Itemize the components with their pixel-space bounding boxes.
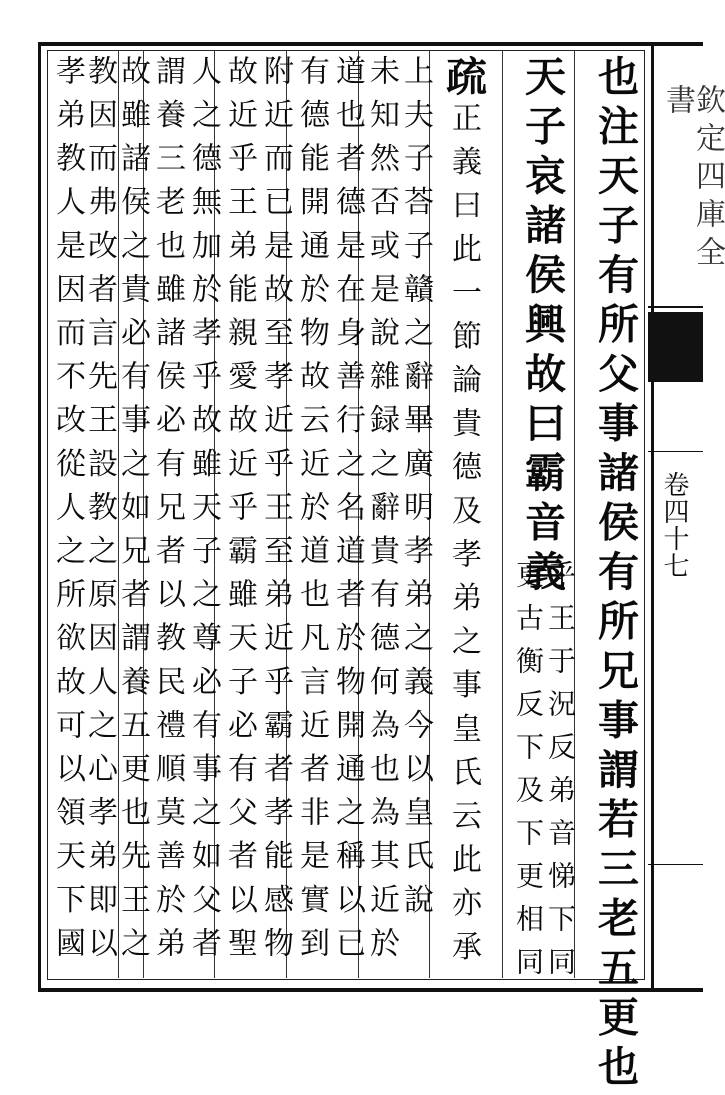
commentary-column: 未知然否或是說雜録之辭貴有德何為也為其近於 <box>364 55 399 971</box>
commentary-column: 孝弟教人是因而不改從人之所欲故可以領天下國 <box>50 55 85 971</box>
volume-label: 卷四十七 <box>659 471 689 579</box>
commentary-column: 謂養三老也雖諸侯必有兄者以教民禮順莫善於弟 <box>150 55 185 971</box>
margin-strip <box>648 42 725 992</box>
commentary-column: 道也者德是在身善行之名道者於物開通之稱以已 <box>330 55 365 971</box>
fish-tail-block <box>648 312 703 382</box>
margin-header <box>648 46 725 308</box>
commentary-text: 正義曰此一節論貴德及孝弟之事皇氏云此亦承 <box>446 102 481 974</box>
commentary-column: 教因而弗改者言先王設教之原因人之心孝弟即以 <box>82 55 117 971</box>
margin-rule-bottom <box>648 864 703 865</box>
margin-rule <box>648 451 703 452</box>
commentary-marker: 疏 <box>439 55 487 102</box>
main-text-column-with-notes <box>510 55 577 990</box>
column-rule <box>502 50 503 978</box>
commentary-column: 有德能開通於物故云近於道也凡言近者非是實到 <box>294 55 329 971</box>
book-title: 欽定四庫全書 <box>660 84 725 274</box>
commentary-column: 故近乎王弟能親愛故近乎霸雖天子必有父者以聖 <box>222 55 257 971</box>
phonetic-note-right: 乎王于況反弟音悌下同 <box>544 560 577 990</box>
commentary-column: 上夫子荅子贛之辭畢廣明孝弟之義今以皇氏說 <box>398 55 433 927</box>
commentary-column <box>436 55 490 974</box>
commentary-column: 附近而已是故至孝近乎王至弟近乎霸者孝能感物 <box>258 55 293 971</box>
main-text-column: 也注天子有所父事諸侯有所兄事謂若三老五更也 <box>591 55 639 1095</box>
commentary-column: 人之德無加於孝乎故雖天子之尊必有事之如父者 <box>186 55 221 971</box>
phonetic-note-left: 更古衡反下及下更相同 <box>512 560 545 990</box>
main-text: 天子哀諸侯興故曰霸音義 <box>518 55 566 600</box>
commentary-column: 故雖諸侯之貴必有事之如兄者謂養五更也先王之 <box>115 55 150 971</box>
